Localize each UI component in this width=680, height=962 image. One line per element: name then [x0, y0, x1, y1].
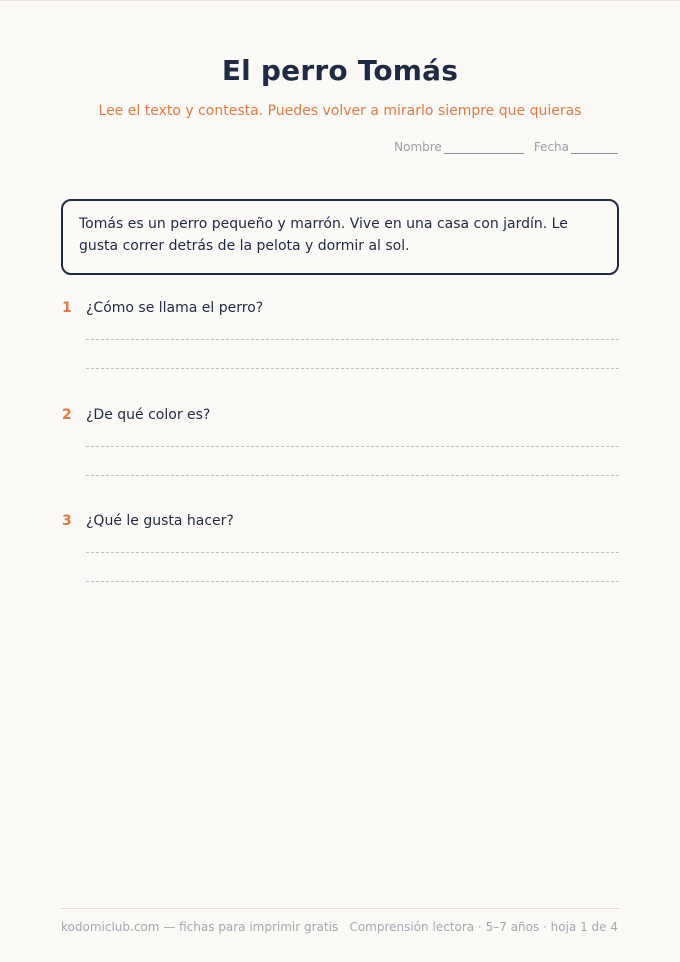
name-field[interactable]	[394, 140, 524, 154]
question-text: ¿De qué color es?	[86, 407, 211, 423]
reading-text-box	[61, 199, 619, 275]
date-label: Fecha	[533, 140, 569, 154]
instructions-subtitle: Lee el texto y contesta. Puedes volver a mirarlo siempre que quieras	[98, 103, 582, 119]
answer-line[interactable]	[86, 339, 619, 340]
answer-line[interactable]	[86, 552, 619, 553]
answer-line[interactable]	[86, 446, 619, 447]
name-blank-line[interactable]	[444, 143, 524, 154]
question-1	[62, 300, 619, 380]
footer-site-text: kodomiclub.com — fichas para imprimir gratis	[61, 920, 339, 934]
question-number: 2	[62, 407, 72, 423]
question-text: ¿Cómo se llama el perro?	[86, 300, 264, 316]
page-title: El perro Tomás	[221, 54, 459, 87]
question-2	[62, 407, 619, 487]
question-3	[62, 513, 619, 593]
footer-page-info: Comprensión lectora · 5–7 años · hoja 1 de 4	[349, 920, 618, 934]
question-number: 3	[62, 513, 72, 529]
date-field[interactable]	[534, 140, 618, 154]
name-label: Nombre	[394, 140, 442, 154]
answer-line[interactable]	[86, 475, 619, 476]
question-number: 1	[62, 300, 72, 316]
reading-text: Tomás es un perro pequeño y marrón. Vive en una casa con jardín. Le gusta correr detrás de la pelota y dormir al sol.	[79, 216, 568, 254]
question-text: ¿Qué le gusta hacer?	[86, 513, 234, 529]
student-info	[394, 140, 618, 154]
answer-line[interactable]	[86, 581, 619, 582]
date-blank-line[interactable]	[571, 143, 618, 154]
answer-line[interactable]	[86, 368, 619, 369]
footer-divider	[61, 908, 619, 909]
